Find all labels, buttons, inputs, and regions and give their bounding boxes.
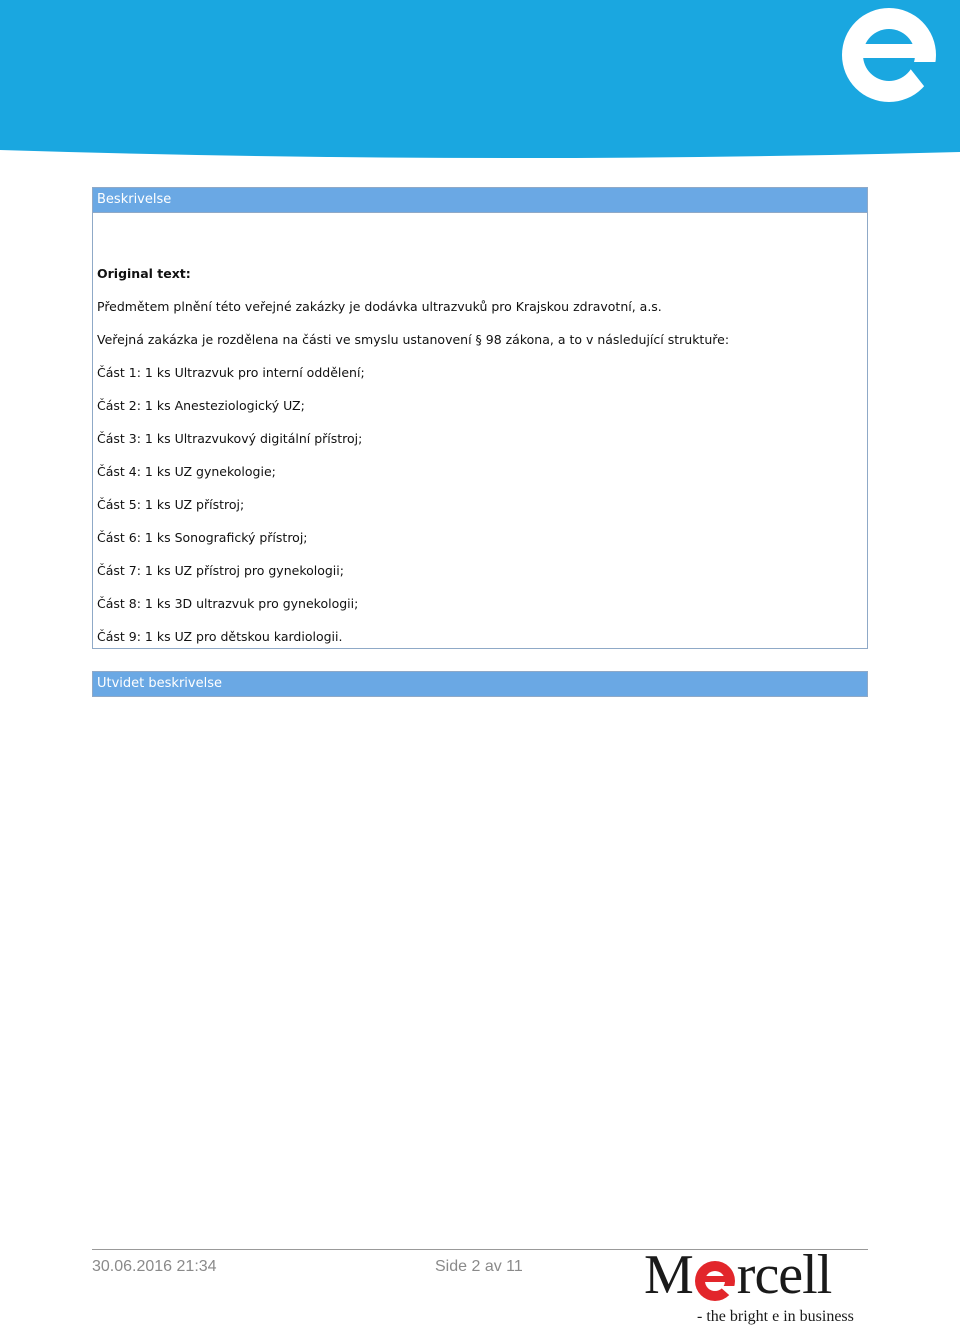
list-item: Část 9: 1 ks UZ pro dětskou kardiologii. <box>97 629 343 644</box>
logo-e-icon <box>693 1246 737 1304</box>
list-item: Část 4: 1 ks UZ gynekologie; <box>97 464 276 479</box>
list-item: Část 6: 1 ks Sonografický přístroj; <box>97 530 308 545</box>
description-section <box>92 187 868 649</box>
list-item: Část 2: 1 ks Anesteziologický UZ; <box>97 398 305 413</box>
list-item: Část 1: 1 ks Ultrazvuk pro interní oddělení; <box>97 365 365 380</box>
list-item: Část 8: 1 ks 3D ultrazvuk pro gynekologii; <box>97 596 359 611</box>
mercell-logo <box>644 1246 831 1304</box>
description-header: Beskrivelse <box>93 188 867 213</box>
extended-description-section <box>92 671 868 697</box>
paragraph: Předmětem plnění této veřejné zakázky je dodávka ultrazvuků pro Krajskou zdravotní, a.s. <box>97 299 662 314</box>
paragraph: Veřejná zakázka je rozdělena na části ve smyslu ustanovení § 98 zákona, a to v následující struktuře: <box>97 332 730 347</box>
list-item: Část 7: 1 ks UZ přístroj pro gynekologii; <box>97 563 344 578</box>
footer-date: 30.06.2016 21:34 <box>92 1258 217 1275</box>
original-text-label: Original text: <box>97 266 191 281</box>
logo-letters: rcell <box>736 1244 832 1306</box>
list-item: Část 5: 1 ks UZ přístroj; <box>97 497 245 512</box>
footer-page-number: Side 2 av 11 <box>435 1258 523 1275</box>
logo-tagline: - the bright e in business <box>697 1308 854 1325</box>
header-banner <box>0 0 960 165</box>
extended-description-header: Utvidet beskrivelse <box>93 672 867 696</box>
logo-letter-m: M <box>644 1244 693 1306</box>
list-item: Část 3: 1 ks Ultrazvukový digitální přístroj; <box>97 431 363 446</box>
